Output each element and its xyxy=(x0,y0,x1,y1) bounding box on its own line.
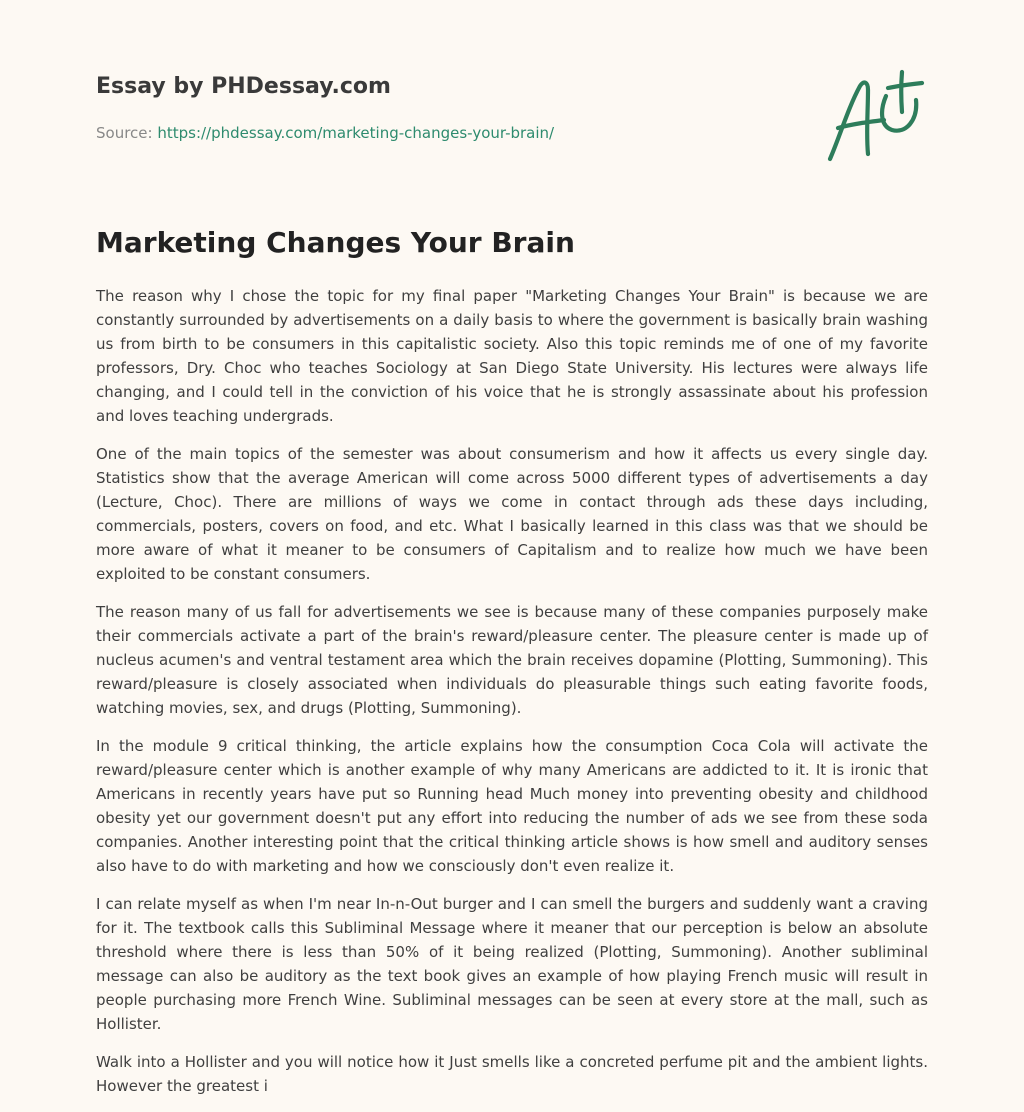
essay-paragraph: One of the main topics of the semester was about consumerism and how it affects us every single day. Statistics show that the average American will come across 5000 different types of advertisements a day (Lecture, Choc). There are millions of ways we come in contact through ads these days including, commercials, posters, covers on food, and etc. What I basically learned in this class was that we should be more aware of what it meaner to be consumers of Capitalism and to realize how much we have been exploited to be constant consumers. xyxy=(96,445,928,583)
essay-paragraph: Walk into a Hollister and you will notice how it Just smells like a concreted perfume pit and the ambient lights. However the greatest i xyxy=(96,1053,928,1095)
a-plus-logo-icon xyxy=(824,64,928,168)
essay-paragraph: In the module 9 critical thinking, the article explains how the consumption Coca Cola will activate the reward/pleasure center which is another example of why many Americans are addicted to it. It is ironic that Americans in recently years have put so Running head Much money into preventing obesity and childhood obesity yet our government doesn't put any effort into reducing the number of ads we see from these soda companies. Another interesting point that the critical thinking article shows is how smell and auditory senses also have to do with marketing and how we consciously don't even realize it. xyxy=(96,737,928,875)
source-line xyxy=(96,124,554,142)
essay-paragraph: I can relate myself as when I'm near In-n-Out burger and I can smell the burgers and suddenly want a craving for it. The textbook calls this Subliminal Message where it meaner that our perception is below an absolute threshold where there is less than 50% of it being realized (Plotting, Summoning). Another subliminal message can also be auditory as the text book gives an example of how playing French music will result in people purchasing more French Wine. Subliminal messages can be seen at every store at the mall, such as Hollister. xyxy=(96,895,928,1033)
source-prefix: Source: xyxy=(96,124,158,142)
essay-paragraph: The reason why I chose the topic for my final paper "Marketing Changes Your Brain" is because we are constantly surrounded by advertisements on a daily basis to where the government is basically brain washing us from birth to be consumers in this capitalistic society. Also this topic reminds me of one of my favorite professors, Dry. Choc who teaches Sociology at San Diego State University. His lectures were always life changing, and I could tell in the conviction of his voice that he is strongly assassinate about his profession and loves teaching undergrads. xyxy=(96,287,928,425)
source-link[interactable]: https://phdessay.com/marketing-changes-your-brain/ xyxy=(157,124,555,142)
essay-title: Marketing Changes Your Brain xyxy=(96,226,575,259)
site-label: Essay by PHDessay.com xyxy=(96,74,391,99)
essay-body xyxy=(96,284,928,1112)
essay-paragraph: The reason many of us fall for advertisements we see is because many of these companies purposely make their commercials activate a part of the brain's reward/pleasure center. The pleasure center is made up of nucleus acumen's and ventral testament area which the brain receives dopamine (Plotting, Summoning). This reward/pleasure is closely associated when individuals do pleasurable things such eating favorite foods, watching movies, sex, and drugs (Plotting, Summoning). xyxy=(96,603,928,717)
